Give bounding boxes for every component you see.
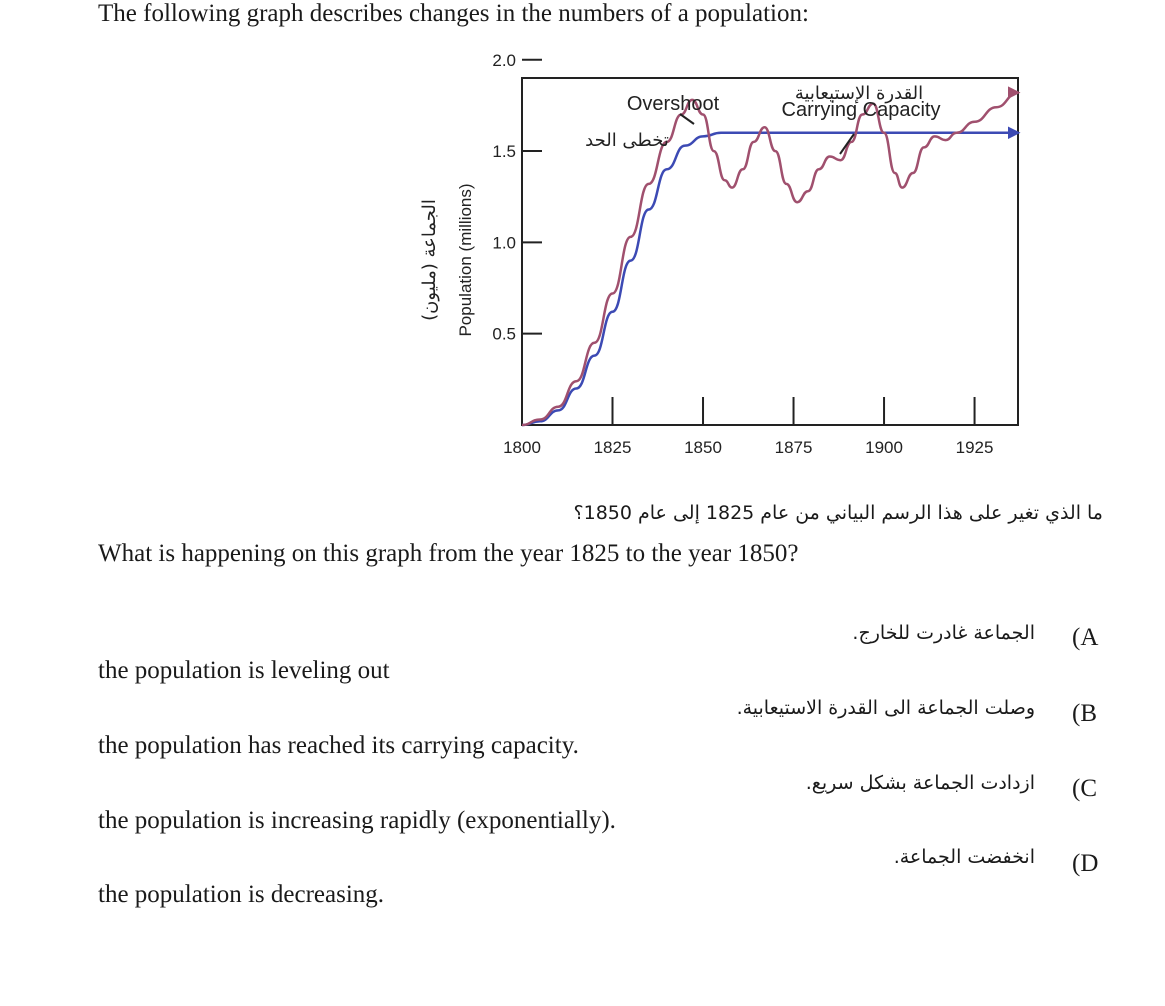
- y-tick-label: 0.5: [492, 324, 516, 344]
- y-axis-label-ar: الجماعة (مليون): [419, 199, 440, 321]
- intro-text: The following graph describes changes in the numbers of a population:: [98, 0, 809, 27]
- option-d-arabic: انخفضت الجماعة.: [893, 846, 1035, 868]
- x-tick-label: 1875: [774, 438, 813, 457]
- option-a-letter: (A: [1072, 624, 1099, 651]
- y-tick-label: 1.0: [492, 233, 516, 253]
- question-arabic: ما الذي تغير على هذا الرسم البياني من عام 1825 إلى عام 1850؟: [573, 502, 1103, 524]
- question-english: What is happening on this graph from the year 1825 to the year 1850?: [98, 540, 799, 567]
- series-line-0: [522, 133, 1018, 425]
- y-axis: [492, 51, 542, 344]
- y-tick-label: 2.0: [492, 50, 516, 70]
- option-b-arabic: وصلت الجماعة الى القدرة الاستيعابية.: [736, 697, 1035, 719]
- y-axis-label: Population (millions): [456, 183, 475, 337]
- option-a-arabic: الجماعة غادرت للخارج.: [852, 622, 1035, 644]
- overshoot-pointer: [680, 114, 694, 124]
- option-b-english[interactable]: the population has reached its carrying capacity.: [98, 732, 579, 759]
- option-c-arabic: ازدادت الجماعة بشكل سريع.: [805, 772, 1035, 794]
- x-axis: [503, 397, 993, 457]
- option-c-letter: (C: [1072, 775, 1097, 802]
- x-tick-label: 1925: [955, 438, 994, 457]
- x-tick-label: 1825: [593, 438, 632, 457]
- x-tick-label: 1800: [503, 438, 541, 457]
- overshoot-label-ar: تخطى الحد: [585, 130, 669, 151]
- x-tick-label: 1850: [684, 438, 722, 457]
- carrying-capacity-label-ar: القدرة الإستيعابية: [794, 83, 924, 104]
- option-b-letter: (B: [1072, 700, 1097, 727]
- option-d-letter: (D: [1072, 850, 1099, 877]
- carrying-capacity-label: Carrying Capacity: [781, 99, 941, 121]
- population-chart: [395, 50, 1035, 470]
- option-c-english[interactable]: the population is increasing rapidly (exponentially).: [98, 807, 616, 834]
- overshoot-label: Overshoot: [626, 93, 720, 115]
- x-tick-label: 1900: [865, 438, 903, 457]
- option-a-english[interactable]: the population is leveling out: [98, 657, 390, 684]
- option-d-english[interactable]: the population is decreasing.: [98, 881, 385, 908]
- y-tick-label: 1.5: [492, 142, 516, 162]
